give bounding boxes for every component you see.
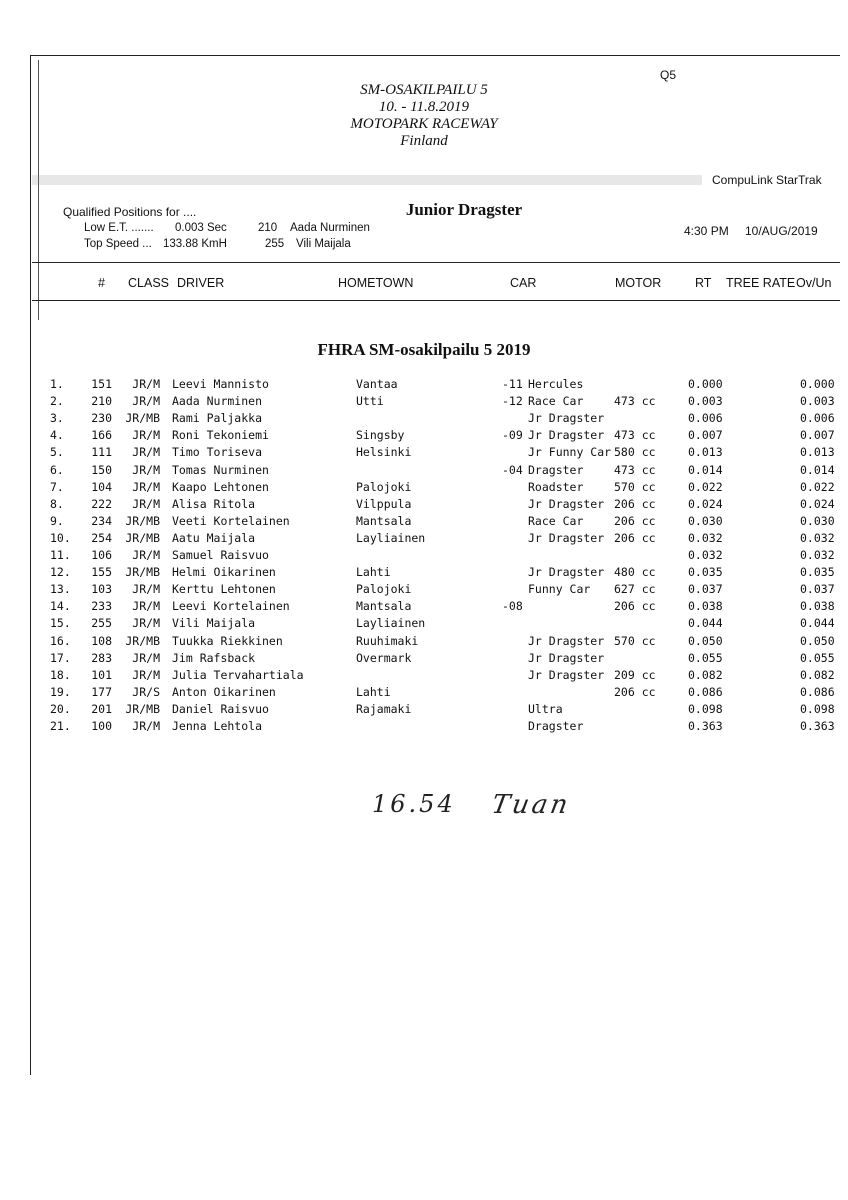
- col-tree-rate: TREE RATE: [726, 276, 796, 290]
- cell-cls: JR/M: [132, 394, 160, 409]
- cell-cls: JR/M: [132, 616, 160, 631]
- cell-car: Race Car: [528, 394, 584, 409]
- cell-cls: JR/M: [132, 479, 160, 494]
- cell-driver: Leevi Kortelainen: [172, 599, 290, 614]
- cell-ovun: 0.050: [800, 633, 835, 648]
- cell-pos: 2.: [50, 394, 64, 409]
- cell-pos: 4.: [50, 428, 64, 443]
- cell-yr: -04: [502, 462, 523, 477]
- table-row: [0, 719, 848, 736]
- event-venue: MOTOPARK RACEWAY: [350, 116, 498, 132]
- table-row: [0, 599, 848, 616]
- top-speed-driver: Vili Maijala: [296, 238, 351, 250]
- cell-yr: -09: [502, 428, 523, 443]
- cell-num: 230: [91, 411, 112, 426]
- cell-rt: 0.363: [688, 719, 723, 733]
- cell-pos: 10.: [50, 530, 71, 545]
- table-row: [0, 702, 848, 719]
- cell-pos: 17.: [50, 650, 71, 665]
- cell-rt: 0.006: [688, 411, 723, 426]
- cell-ovun: 0.037: [800, 582, 835, 597]
- cell-driver: Daniel Raisvuo: [172, 701, 269, 716]
- handwritten-time: 16.54: [372, 790, 456, 818]
- cell-pos: 8.: [50, 496, 64, 511]
- event-title: SM-OSAKILPAILU 5: [360, 82, 488, 98]
- cell-num: 108: [91, 633, 112, 648]
- cell-pos: 7.: [50, 479, 64, 494]
- cell-town: Vilppula: [356, 496, 412, 511]
- cell-num: 254: [91, 530, 112, 545]
- cell-yr: -12: [502, 394, 523, 409]
- low-et-value: 0.003 Sec: [175, 222, 227, 234]
- cell-car: Jr Dragster: [528, 428, 605, 443]
- cell-driver: Timo Toriseva: [172, 445, 263, 460]
- cell-driver: Jim Rafsback: [172, 650, 256, 665]
- cell-num: 111: [91, 445, 112, 460]
- cell-ovun: 0.055: [800, 650, 835, 665]
- cell-car: Roadster: [528, 479, 584, 494]
- cell-yr: -11: [502, 377, 523, 391]
- event-country: Finland: [400, 133, 448, 149]
- table-row: [0, 565, 848, 582]
- cell-motor: 580 cc: [614, 445, 656, 460]
- cell-motor: 473 cc: [614, 394, 656, 409]
- cell-driver: Vili Maijala: [172, 616, 256, 631]
- cell-rt: 0.055: [688, 650, 723, 665]
- cell-car: Jr Dragster: [528, 411, 605, 426]
- cell-pos: 13.: [50, 582, 71, 597]
- cell-rt: 0.086: [688, 684, 723, 699]
- table-row: [0, 480, 848, 497]
- cell-cls: JR/MB: [125, 411, 160, 426]
- cell-motor: 570 cc: [614, 633, 656, 648]
- cell-pos: 18.: [50, 667, 71, 682]
- cell-cls: JR/M: [132, 377, 160, 391]
- cell-rt: 0.098: [688, 701, 723, 716]
- cell-ovun: 0.086: [800, 684, 835, 699]
- cell-car: Funny Car: [528, 582, 591, 597]
- cell-ovun: 0.007: [800, 428, 835, 443]
- top-speed-number: 255: [265, 238, 285, 250]
- cell-cls: JR/M: [132, 719, 160, 733]
- cell-ovun: 0.014: [800, 462, 835, 477]
- table-row: [0, 428, 848, 445]
- cell-motor: 480 cc: [614, 565, 656, 580]
- cell-rt: 0.032: [688, 530, 723, 545]
- cell-num: 177: [91, 684, 112, 699]
- report-date: 10/AUG/2019: [745, 224, 818, 238]
- cell-motor: 570 cc: [614, 479, 656, 494]
- report-time: 4:30 PM: [684, 224, 729, 238]
- cell-cls: JR/M: [132, 582, 160, 597]
- cell-num: 255: [91, 616, 112, 631]
- cell-num: 106: [91, 548, 112, 562]
- table-row: [0, 685, 848, 702]
- cell-pos: 5.: [50, 445, 64, 460]
- cell-num: 234: [91, 513, 112, 528]
- cell-pos: 3.: [50, 411, 64, 426]
- cell-car: Ultra: [528, 701, 563, 716]
- cell-pos: 15.: [50, 616, 71, 631]
- cell-car: Jr Dragster: [528, 633, 605, 648]
- header-rule-bottom: [32, 300, 840, 301]
- table-row: [0, 531, 848, 548]
- system-name: CompuLink StarTrak: [712, 173, 822, 187]
- cell-driver: Rami Paljakka: [172, 411, 263, 426]
- cell-rt: 0.032: [688, 548, 723, 562]
- cell-rt: 0.030: [688, 513, 723, 528]
- cell-car: Dragster: [528, 719, 584, 733]
- cell-pos: 14.: [50, 599, 71, 614]
- cell-ovun: 0.030: [800, 513, 835, 528]
- cell-rt: 0.013: [688, 445, 723, 460]
- table-row: [0, 616, 848, 633]
- event-dates: 10. - 11.8.2019: [378, 99, 470, 115]
- cell-ovun: 0.038: [800, 599, 835, 614]
- cell-ovun: 0.044: [800, 616, 835, 631]
- cell-rt: 0.082: [688, 667, 723, 682]
- cell-driver: Tuukka Riekkinen: [172, 633, 283, 648]
- cell-ovun: 0.006: [800, 411, 835, 426]
- cell-motor: 206 cc: [614, 684, 656, 699]
- col-driver: DRIVER: [177, 276, 225, 290]
- low-et-driver: Aada Nurminen: [290, 222, 370, 234]
- cell-town: Vantaa: [356, 377, 398, 391]
- cell-rt: 0.044: [688, 616, 723, 631]
- cell-motor: 473 cc: [614, 462, 656, 477]
- table-row: [0, 463, 848, 480]
- table-row: [0, 651, 848, 668]
- cell-pos: 21.: [50, 719, 71, 733]
- cell-pos: 12.: [50, 565, 71, 580]
- cell-town: Layliainen: [356, 530, 426, 545]
- table-row: [0, 514, 848, 531]
- cell-car: Jr Dragster: [528, 565, 605, 580]
- qualified-label: Qualified Positions for ....: [63, 205, 197, 219]
- table-row: [0, 377, 848, 394]
- cell-driver: Tomas Nurminen: [172, 462, 269, 477]
- table-row: [0, 548, 848, 565]
- table-row: [0, 394, 848, 411]
- cell-rt: 0.014: [688, 462, 723, 477]
- cell-ovun: 0.022: [800, 479, 835, 494]
- cell-cls: JR/MB: [125, 701, 160, 716]
- cell-town: Lahti: [356, 684, 391, 699]
- cell-town: Rajamaki: [356, 701, 412, 716]
- cell-car: Jr Funny Car: [528, 445, 612, 460]
- cell-rt: 0.003: [688, 394, 723, 409]
- cell-ovun: 0.032: [800, 548, 835, 562]
- dotted-band: [32, 175, 702, 185]
- cell-rt: 0.024: [688, 496, 723, 511]
- cell-pos: 11.: [50, 548, 71, 562]
- cell-ovun: 0.032: [800, 530, 835, 545]
- cell-rt: 0.000: [688, 377, 723, 391]
- col-hometown: HOMETOWN: [338, 276, 414, 290]
- cell-num: 155: [91, 565, 112, 580]
- cell-driver: Jenna Lehtola: [172, 719, 263, 733]
- cell-cls: JR/MB: [125, 513, 160, 528]
- cell-motor: 473 cc: [614, 428, 656, 443]
- cell-num: 166: [91, 428, 112, 443]
- cell-town: Palojoki: [356, 479, 412, 494]
- low-et-label: Low E.T. .......: [84, 222, 154, 234]
- cell-town: Utti: [356, 394, 384, 409]
- col-num: #: [98, 276, 105, 290]
- cell-cls: JR/M: [132, 650, 160, 665]
- cell-town: Mantsala: [356, 513, 412, 528]
- cell-cls: JR/M: [132, 548, 160, 562]
- table-row: [0, 668, 848, 685]
- cell-ovun: 0.363: [800, 719, 835, 733]
- cell-driver: Samuel Raisvuo: [172, 548, 269, 562]
- page-code: Q5: [660, 68, 677, 82]
- cell-motor: 627 cc: [614, 582, 656, 597]
- header-rule-top: [32, 262, 840, 263]
- cell-driver: Aatu Maijala: [172, 530, 256, 545]
- cell-car: Race Car: [528, 513, 584, 528]
- cell-cls: JR/MB: [125, 530, 160, 545]
- table-row: [0, 497, 848, 514]
- top-speed-label: Top Speed ...: [84, 238, 152, 250]
- cell-motor: 206 cc: [614, 530, 656, 545]
- cell-num: 201: [91, 701, 112, 716]
- page-frame-top: [30, 55, 840, 56]
- cell-car: Jr Dragster: [528, 650, 605, 665]
- cell-town: Mantsala: [356, 599, 412, 614]
- col-motor: MOTOR: [615, 276, 662, 290]
- cell-ovun: 0.082: [800, 667, 835, 682]
- cell-cls: JR/M: [132, 667, 160, 682]
- cell-driver: Roni Tekoniemi: [172, 428, 269, 443]
- cell-motor: 206 cc: [614, 513, 656, 528]
- col-ovun: Ov/Un: [796, 276, 832, 290]
- table-row: [0, 582, 848, 599]
- col-class: CLASS: [128, 276, 169, 290]
- cell-pos: 16.: [50, 633, 71, 648]
- cell-town: Palojoki: [356, 582, 412, 597]
- cell-motor: 206 cc: [614, 496, 656, 511]
- cell-yr: -08: [502, 599, 523, 614]
- cell-num: 283: [91, 650, 112, 665]
- cell-num: 150: [91, 462, 112, 477]
- cell-driver: Leevi Mannisto: [172, 377, 269, 391]
- cell-cls: JR/MB: [125, 565, 160, 580]
- cell-driver: Anton Oikarinen: [172, 684, 276, 699]
- table-row: [0, 411, 848, 428]
- cell-driver: Kaapo Lehtonen: [172, 479, 269, 494]
- col-car: CAR: [510, 276, 537, 290]
- cell-car: Jr Dragster: [528, 667, 605, 682]
- table-row: [0, 445, 848, 462]
- cell-driver: Aada Nurminen: [172, 394, 263, 409]
- cell-ovun: 0.003: [800, 394, 835, 409]
- cell-cls: JR/MB: [125, 633, 160, 648]
- cell-town: Lahti: [356, 565, 391, 580]
- cell-motor: 206 cc: [614, 599, 656, 614]
- cell-pos: 6.: [50, 462, 64, 477]
- cell-pos: 1.: [50, 377, 64, 391]
- cell-num: 233: [91, 599, 112, 614]
- cell-pos: 9.: [50, 513, 64, 528]
- class-title: Junior Dragster: [405, 200, 523, 219]
- low-et-number: 210: [258, 222, 278, 234]
- cell-num: 101: [91, 667, 112, 682]
- cell-ovun: 0.098: [800, 701, 835, 716]
- cell-car: Jr Dragster: [528, 530, 605, 545]
- cell-rt: 0.035: [688, 565, 723, 580]
- cell-driver: Veeti Kortelainen: [172, 513, 290, 528]
- cell-pos: 19.: [50, 684, 71, 699]
- top-speed-value: 133.88 KmH: [163, 238, 227, 250]
- cell-rt: 0.038: [688, 599, 723, 614]
- table-row: [0, 634, 848, 651]
- cell-num: 222: [91, 496, 112, 511]
- col-rt: RT: [695, 276, 712, 290]
- cell-motor: 209 cc: [614, 667, 656, 682]
- cell-ovun: 0.000: [800, 377, 835, 391]
- cell-rt: 0.037: [688, 582, 723, 597]
- cell-town: Overmark: [356, 650, 412, 665]
- cell-car: Jr Dragster: [528, 496, 605, 511]
- handwritten-signature: Tuan: [489, 790, 573, 820]
- cell-car: Hercules: [528, 377, 584, 391]
- cell-driver: Julia Tervahartiala: [172, 667, 304, 682]
- cell-driver: Helmi Oikarinen: [172, 565, 276, 580]
- results-title: FHRA SM-osakilpailu 5 2019: [317, 340, 531, 359]
- cell-town: Singsby: [356, 428, 405, 443]
- cell-cls: JR/M: [132, 496, 160, 511]
- cell-num: 151: [91, 377, 112, 391]
- cell-num: 210: [91, 394, 112, 409]
- cell-cls: JR/M: [132, 599, 160, 614]
- cell-town: Ruuhimaki: [356, 633, 419, 648]
- cell-town: Layliainen: [356, 616, 426, 631]
- cell-ovun: 0.035: [800, 565, 835, 580]
- cell-pos: 20.: [50, 701, 71, 716]
- cell-ovun: 0.013: [800, 445, 835, 460]
- cell-rt: 0.007: [688, 428, 723, 443]
- cell-car: Dragster: [528, 462, 584, 477]
- cell-cls: JR/S: [132, 684, 160, 699]
- cell-cls: JR/M: [132, 445, 160, 460]
- cell-num: 100: [91, 719, 112, 733]
- cell-cls: JR/M: [132, 428, 160, 443]
- cell-rt: 0.022: [688, 479, 723, 494]
- cell-num: 104: [91, 479, 112, 494]
- cell-driver: Alisa Ritola: [172, 496, 256, 511]
- cell-cls: JR/M: [132, 462, 160, 477]
- cell-driver: Kerttu Lehtonen: [172, 582, 276, 597]
- cell-ovun: 0.024: [800, 496, 835, 511]
- cell-town: Helsinki: [356, 445, 412, 460]
- cell-num: 103: [91, 582, 112, 597]
- cell-rt: 0.050: [688, 633, 723, 648]
